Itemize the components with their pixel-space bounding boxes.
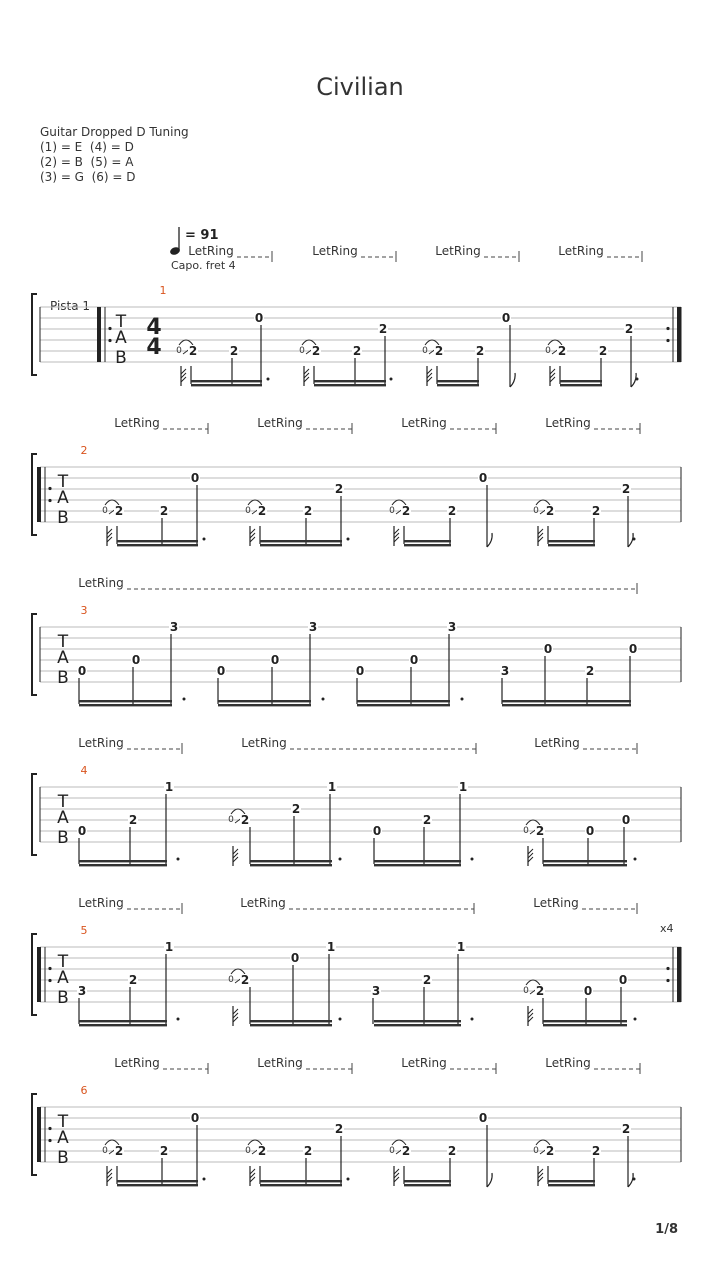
- fret-number: 2: [401, 504, 411, 518]
- capo-text: Capo. fret 4: [171, 259, 236, 272]
- fret-number: 2: [447, 504, 457, 518]
- grace-fret: 0: [245, 1146, 251, 1156]
- note-beam: [250, 864, 332, 866]
- repeat-dot: [48, 487, 51, 490]
- grace-fret: 0: [422, 346, 428, 356]
- note-beam: [117, 1184, 198, 1186]
- grace-fret: 0: [533, 1146, 539, 1156]
- measure-number: 5: [80, 924, 88, 937]
- note-beam: [502, 704, 631, 706]
- letring-label: LetRing: [240, 896, 286, 910]
- grace-fret: 0: [299, 346, 305, 356]
- tab-clef-b: B: [115, 348, 127, 368]
- dot: [322, 698, 325, 701]
- measure-number: 3: [80, 604, 88, 617]
- letring-label: LetRing: [533, 896, 579, 910]
- tab-clef-b: B: [57, 828, 69, 848]
- fret-number: 3: [447, 620, 457, 634]
- letring-label: LetRing: [257, 1056, 303, 1070]
- dot: [267, 378, 270, 381]
- note-beam: [560, 384, 602, 386]
- fret-number: 2: [229, 344, 239, 358]
- system-brace: [32, 454, 37, 535]
- note-beam: [260, 544, 342, 546]
- fret-number: 3: [77, 984, 87, 998]
- note-beam: [543, 1020, 627, 1022]
- dot: [177, 1018, 180, 1021]
- letring-label: LetRing: [558, 244, 604, 258]
- fret-number: 0: [543, 642, 553, 656]
- grace-fret: 0: [523, 986, 529, 996]
- note-beam: [543, 860, 627, 862]
- fret-number: 2: [303, 1144, 313, 1158]
- grace-fret: 0: [389, 506, 395, 516]
- measure-number: 6: [80, 1084, 88, 1097]
- tab-clef-a: A: [115, 328, 127, 348]
- note-beam: [374, 864, 461, 866]
- note-beam: [79, 860, 167, 862]
- track-label: Pista 1: [50, 299, 91, 313]
- tab-clef-t: T: [57, 792, 69, 812]
- fret-number: 1: [164, 940, 174, 954]
- fret-number: 0: [270, 653, 280, 667]
- fret-number: 0: [621, 813, 631, 827]
- letring-label: LetRing: [188, 244, 234, 258]
- fret-number: 0: [501, 311, 511, 325]
- note-flag: [487, 1173, 492, 1187]
- fret-number: 0: [190, 1111, 200, 1125]
- note-beam: [314, 384, 386, 386]
- fret-number: 2: [545, 504, 555, 518]
- fret-number: 0: [583, 984, 593, 998]
- fret-number: 2: [352, 344, 362, 358]
- tab-clef-t: T: [57, 952, 69, 972]
- grace-fret: 0: [176, 346, 182, 356]
- fret-number: 3: [169, 620, 179, 634]
- tab-clef-b: B: [57, 988, 69, 1008]
- letring-label: LetRing: [78, 576, 124, 590]
- note-beam: [250, 860, 332, 862]
- fret-number: 0: [478, 471, 488, 485]
- grace-fret: 0: [102, 506, 108, 516]
- fret-number: 3: [500, 664, 510, 678]
- fret-number: 2: [303, 504, 313, 518]
- fret-number: 0: [355, 664, 365, 678]
- note-flag: [487, 533, 492, 547]
- fret-number: 0: [585, 824, 595, 838]
- fret-number: 2: [291, 802, 301, 816]
- note-beam: [404, 1180, 451, 1182]
- fret-number: 2: [188, 344, 198, 358]
- letring-label: LetRing: [114, 1056, 160, 1070]
- note-beam: [117, 1180, 198, 1182]
- note-beam: [548, 1184, 595, 1186]
- dot: [636, 378, 639, 381]
- note-beam: [79, 1020, 167, 1022]
- note-beam: [250, 1024, 332, 1026]
- fret-number: 1: [458, 780, 468, 794]
- note-beam: [548, 540, 595, 542]
- page-number: 1/8: [655, 1222, 678, 1237]
- fret-number: 0: [77, 824, 87, 838]
- fret-number: 2: [114, 504, 124, 518]
- fret-number: 2: [128, 973, 138, 987]
- tab-clef-a: A: [57, 1128, 69, 1148]
- repeat-dot: [48, 499, 51, 502]
- fret-number: 2: [447, 1144, 457, 1158]
- note-beam: [357, 704, 450, 706]
- grace-fret: 0: [523, 826, 529, 836]
- fret-number: 0: [190, 471, 200, 485]
- note-beam: [543, 1024, 627, 1026]
- fret-number: 1: [164, 780, 174, 794]
- system-brace: [32, 1094, 37, 1175]
- note-beam: [117, 544, 198, 546]
- fret-number: 2: [311, 344, 321, 358]
- repeat-count: x4: [660, 922, 674, 935]
- fret-number: 2: [475, 344, 485, 358]
- note-beam: [548, 544, 595, 546]
- fret-number: 2: [585, 664, 595, 678]
- dot: [347, 1178, 350, 1181]
- system-brace: [32, 934, 37, 1015]
- repeat-dot: [48, 967, 51, 970]
- repeat-thick-bar: [37, 467, 41, 522]
- tab-clef-t: T: [57, 632, 69, 652]
- grace-fret: 0: [102, 1146, 108, 1156]
- fret-number: 0: [618, 973, 628, 987]
- song-title: Civilian: [316, 73, 404, 101]
- note-beam: [437, 380, 479, 382]
- fret-number: 0: [628, 642, 638, 656]
- grace-fret: 0: [389, 1146, 395, 1156]
- fret-number: 0: [77, 664, 87, 678]
- fret-number: 2: [535, 984, 545, 998]
- time-signature-top: 4: [146, 315, 162, 340]
- note-beam: [79, 704, 172, 706]
- fret-number: 2: [159, 504, 169, 518]
- fret-number: 2: [621, 482, 631, 496]
- fret-number: 0: [290, 951, 300, 965]
- fret-number: 2: [401, 1144, 411, 1158]
- note-beam: [79, 700, 172, 702]
- grace-fret: 0: [228, 975, 234, 985]
- dot: [339, 858, 342, 861]
- fret-number: 0: [409, 653, 419, 667]
- fret-number: 2: [159, 1144, 169, 1158]
- fret-number: 3: [371, 984, 381, 998]
- fret-number: 2: [128, 813, 138, 827]
- fret-number: 2: [240, 813, 250, 827]
- dot: [633, 538, 636, 541]
- note-beam: [560, 380, 602, 382]
- letring-label: LetRing: [401, 1056, 447, 1070]
- letring-label: LetRing: [401, 416, 447, 430]
- fret-number: 2: [434, 344, 444, 358]
- repeat-dot: [108, 339, 111, 342]
- dot: [461, 698, 464, 701]
- fret-number: 2: [257, 504, 267, 518]
- note-beam: [260, 1180, 342, 1182]
- fret-number: 2: [535, 824, 545, 838]
- fret-number: 0: [478, 1111, 488, 1125]
- grace-fret: 0: [533, 506, 539, 516]
- note-beam: [437, 384, 479, 386]
- letring-label: LetRing: [312, 244, 358, 258]
- letring-label: LetRing: [241, 736, 287, 750]
- repeat-dot: [48, 979, 51, 982]
- grace-fret: 0: [228, 815, 234, 825]
- note-beam: [548, 1180, 595, 1182]
- tab-clef-t: T: [115, 312, 127, 332]
- tab-clef-b: B: [57, 508, 69, 528]
- note-beam: [374, 860, 461, 862]
- note-beam: [502, 700, 631, 702]
- note-beam: [79, 1024, 167, 1026]
- fret-number: 2: [334, 1122, 344, 1136]
- fret-number: 2: [334, 482, 344, 496]
- fret-number: 2: [378, 322, 388, 336]
- note-beam: [250, 1020, 332, 1022]
- note-beam: [191, 384, 262, 386]
- note-beam: [404, 540, 451, 542]
- tuning-line: (1) = E (4) = D: [40, 140, 134, 154]
- fret-number: 2: [422, 973, 432, 987]
- repeat-dot: [666, 967, 669, 970]
- fret-number: 2: [422, 813, 432, 827]
- fret-number: 2: [598, 344, 608, 358]
- fret-number: 2: [257, 1144, 267, 1158]
- repeat-end-thick: [677, 307, 681, 362]
- note-flag: [631, 373, 636, 387]
- dot: [634, 1018, 637, 1021]
- letring-label: LetRing: [78, 896, 124, 910]
- tab-clef-t: T: [57, 1112, 69, 1132]
- dot: [347, 538, 350, 541]
- note-beam: [117, 540, 198, 542]
- fret-number: 2: [621, 1122, 631, 1136]
- note-beam: [404, 1184, 451, 1186]
- tab-clef-a: A: [57, 648, 69, 668]
- dot: [471, 858, 474, 861]
- note-beam: [374, 1020, 461, 1022]
- fret-number: 0: [372, 824, 382, 838]
- repeat-thick-bar: [97, 307, 101, 362]
- fret-number: 2: [240, 973, 250, 987]
- fret-number: 0: [216, 664, 226, 678]
- note-flag: [628, 533, 633, 547]
- letring-label: LetRing: [545, 416, 591, 430]
- dot: [183, 698, 186, 701]
- dot: [177, 858, 180, 861]
- dot: [203, 1178, 206, 1181]
- measure-number: 1: [159, 284, 167, 297]
- fret-number: 2: [624, 322, 634, 336]
- time-signature-bottom: 4: [146, 335, 162, 360]
- note-beam: [218, 704, 311, 706]
- repeat-dot: [666, 327, 669, 330]
- fret-number: 2: [114, 1144, 124, 1158]
- repeat-thick-bar: [37, 947, 41, 1002]
- letring-label: LetRing: [78, 736, 124, 750]
- fret-number: 1: [456, 940, 466, 954]
- measure-number: 4: [80, 764, 88, 777]
- grace-fret: 0: [545, 346, 551, 356]
- note-beam: [404, 544, 451, 546]
- note-flag: [628, 1173, 633, 1187]
- note-beam: [218, 700, 311, 702]
- fret-number: 2: [545, 1144, 555, 1158]
- repeat-dot: [48, 1127, 51, 1130]
- letring-label: LetRing: [545, 1056, 591, 1070]
- system-brace: [32, 294, 37, 375]
- tuning-name: Guitar Dropped D Tuning: [40, 125, 189, 139]
- fret-number: 2: [591, 504, 601, 518]
- tab-clef-b: B: [57, 1148, 69, 1168]
- system-brace: [32, 614, 37, 695]
- letring-label: LetRing: [257, 416, 303, 430]
- letring-label: LetRing: [534, 736, 580, 750]
- tab-clef-b: B: [57, 668, 69, 688]
- note-beam: [79, 864, 167, 866]
- dot: [339, 1018, 342, 1021]
- tuning-line: (2) = B (5) = A: [40, 155, 134, 169]
- repeat-end-thick: [677, 947, 681, 1002]
- note-flag: [510, 373, 515, 387]
- tuning-line: (3) = G (6) = D: [40, 170, 136, 184]
- fret-number: 2: [557, 344, 567, 358]
- note-beam: [260, 1184, 342, 1186]
- fret-number: 1: [327, 780, 337, 794]
- tab-clef-a: A: [57, 808, 69, 828]
- dot: [390, 378, 393, 381]
- grace-fret: 0: [245, 506, 251, 516]
- repeat-dot: [666, 339, 669, 342]
- tab-clef-a: A: [57, 488, 69, 508]
- repeat-dot: [666, 979, 669, 982]
- fret-number: 1: [326, 940, 336, 954]
- note-beam: [314, 380, 386, 382]
- dot: [203, 538, 206, 541]
- dot: [633, 1178, 636, 1181]
- note-beam: [543, 864, 627, 866]
- note-beam: [260, 540, 342, 542]
- tempo-value: = 91: [185, 228, 219, 243]
- dot: [471, 1018, 474, 1021]
- fret-number: 0: [254, 311, 264, 325]
- repeat-dot: [108, 327, 111, 330]
- system-brace: [32, 774, 37, 855]
- note-beam: [191, 380, 262, 382]
- repeat-dot: [48, 1139, 51, 1142]
- repeat-thick-bar: [37, 1107, 41, 1162]
- letring-label: LetRing: [114, 416, 160, 430]
- measure-number: 2: [80, 444, 88, 457]
- note-beam: [374, 1024, 461, 1026]
- tab-clef-t: T: [57, 472, 69, 492]
- tab-clef-a: A: [57, 968, 69, 988]
- fret-number: 3: [308, 620, 318, 634]
- letring-label: LetRing: [435, 244, 481, 258]
- note-beam: [357, 700, 450, 702]
- fret-number: 2: [591, 1144, 601, 1158]
- fret-number: 0: [131, 653, 141, 667]
- dot: [634, 858, 637, 861]
